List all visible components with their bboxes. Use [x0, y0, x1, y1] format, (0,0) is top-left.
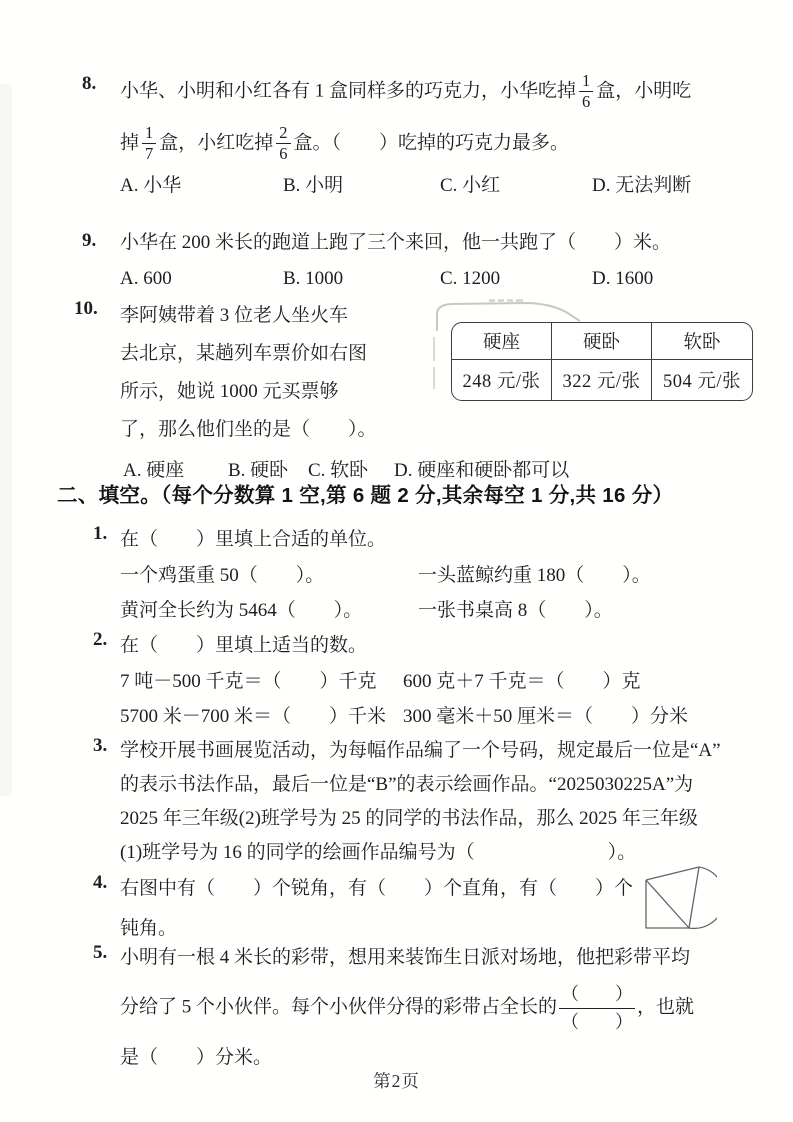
- fraction-denominator: 7: [145, 144, 154, 164]
- question-number: 3.: [93, 735, 108, 756]
- fraction-1-6: [579, 72, 593, 112]
- question-text-line: [120, 124, 723, 164]
- question-text: 小华、小明和小红各有 1 盒同样多的巧克力，小华吃掉: [120, 80, 577, 102]
- price-table-price-cell: 322 元/张: [552, 360, 652, 400]
- train-body-line: [433, 337, 435, 361]
- question-text: ，也就: [637, 996, 695, 1018]
- fill-item: 黄河全长约为 5464（ ）。: [120, 600, 363, 621]
- question-number: 5.: [93, 942, 108, 963]
- fill-item: 一个鸡蛋重 50（ ）。: [120, 564, 325, 586]
- question-number: 2.: [93, 629, 108, 650]
- question-number: 9.: [82, 230, 97, 251]
- train-body-line: [433, 367, 435, 389]
- question-number: 8.: [82, 73, 97, 94]
- question-text-line: 在（ ）里填上合适的单位。: [120, 529, 387, 550]
- option-b: B. 小明: [283, 174, 344, 196]
- option-c: C. 小红: [440, 174, 501, 196]
- question-8: [58, 72, 723, 199]
- question-text: 盒，小红吃掉: [159, 132, 274, 154]
- option-b: B. 硬卧: [228, 460, 289, 481]
- fraction-2-6: [276, 124, 290, 164]
- fraction-numerator: （ ）: [559, 983, 635, 1009]
- section-2-title: 二、填空。（每个分数算 1 空,第 6 题 2 分,其余每空 1 分,共 16 分）: [57, 484, 674, 507]
- question-text-line: 去北京，某趟列车票价如右图: [120, 343, 368, 364]
- options-row: [120, 173, 723, 199]
- fraction-denominator: 6: [279, 144, 288, 164]
- question-text: 掉: [120, 132, 140, 154]
- question-text-line: 学校开展书画展览活动，为每幅作品编了一个号码，规定最后一位是“A”: [120, 740, 721, 761]
- fill-row: [120, 664, 723, 700]
- scan-edge-shadow: [0, 84, 12, 796]
- question-text-line: 2025 年三年级(2)班学号为 25 的同学的书法作品，那么 2025 年三年级: [120, 808, 698, 829]
- angles-figure: [633, 861, 717, 933]
- fill-question-4: [58, 871, 723, 947]
- question-text-line: 了，那么他们坐的是（ ）。: [120, 419, 377, 440]
- question-text-line: [120, 72, 723, 112]
- option-d: D. 硬座和硬卧都可以: [394, 460, 570, 481]
- fraction-numerator: 1: [579, 72, 593, 92]
- question-text-line: 李阿姨带着 3 位老人坐火车: [120, 305, 349, 326]
- ticket-price-panel: [451, 297, 761, 449]
- question-text-line: 小明有一根 4 米长的彩带，想用来装饰生日派对场地，他把彩带平均: [120, 947, 691, 968]
- price-table-price-cell: 504 元/张: [662, 372, 741, 392]
- question-text-line: 在（ ）里填上适当的数。: [120, 635, 368, 656]
- question-text-line: 小华在 200 米长的跑道上跑了三个来回，他一共跑了（ ）米。: [120, 232, 672, 253]
- price-table: [451, 322, 753, 401]
- fill-row: [120, 558, 723, 594]
- fill-question-1: [58, 522, 723, 629]
- fraction-blank: [559, 983, 635, 1033]
- option-a: A. 硬座: [123, 460, 185, 481]
- question-text-line: 的表示书法作品，最后一位是“B”的表示绘画作品。“2025030225A”为: [120, 774, 694, 795]
- option-d: D. 无法判断: [592, 174, 692, 196]
- question-text: 盒，小明吃: [596, 80, 692, 102]
- fraction-numerator: 2: [276, 124, 290, 144]
- question-text: 盒。（ ）吃掉的巧克力最多。: [293, 132, 570, 154]
- question-9: [58, 229, 723, 292]
- fill-question-2: [58, 628, 723, 735]
- fraction-denominator: 6: [582, 92, 591, 112]
- question-text-line: [120, 983, 723, 1033]
- question-10: [58, 297, 741, 484]
- price-table-header-cell: 软卧: [652, 323, 752, 360]
- fill-item: 一头蓝鲸约重 180（ ）。: [418, 564, 651, 586]
- fill-question-5: [58, 941, 723, 1075]
- question-number: 10.: [74, 298, 98, 319]
- options-row: [120, 266, 723, 292]
- price-table-header-cell: 硬座: [452, 323, 552, 360]
- fraction-denominator: （ ）: [561, 1011, 634, 1032]
- fill-item: 一张书桌高 8（ ）。: [418, 600, 613, 621]
- option-a: A. 小华: [120, 174, 182, 196]
- fill-item: 7 吨－500 千克＝（ ）千克: [120, 670, 377, 692]
- fill-item: 600 克＋7 千克＝（ ）克: [403, 670, 641, 692]
- question-number: 1.: [93, 523, 108, 544]
- question-text-column: [120, 297, 456, 449]
- fill-question-3: [58, 734, 723, 870]
- price-table-price-cell: 248 元/张: [452, 360, 552, 400]
- question-text-line: 右图中有（ ）个锐角，有（ ）个直角，有（ ）个: [120, 878, 634, 899]
- fill-item: 300 毫米＋50 厘米＝（ ）分米: [403, 706, 689, 727]
- option-b: B. 1000: [283, 268, 344, 289]
- question-text-line: (1)班学号为 16 的同学的绘画作品编号为（ ）。: [120, 842, 637, 863]
- question-number: 4.: [93, 872, 108, 893]
- question-text: 分给了 5 个小伙伴。每个小伙伴分得的彩带占全长的: [120, 996, 558, 1018]
- fill-row: [120, 593, 723, 629]
- question-text-line: 是（ ）分米。: [120, 1047, 273, 1068]
- fraction-numerator: 1: [142, 124, 156, 144]
- option-c: C. 1200: [440, 268, 501, 289]
- question-text-line: 钝角。: [120, 918, 178, 939]
- option-a: A. 600: [120, 268, 172, 289]
- price-table-header-cell: 硬卧: [552, 323, 652, 360]
- page-number: 第2页: [373, 1071, 420, 1091]
- fraction-1-7: [142, 124, 156, 164]
- question-text-line: 所示，她说 1000 元买票够: [120, 381, 339, 402]
- fill-row: [120, 699, 723, 735]
- option-c: C. 软卧: [308, 460, 369, 481]
- fill-item: 5700 米－700 米＝（ ）千米: [120, 706, 387, 727]
- option-d: D. 1600: [592, 268, 654, 289]
